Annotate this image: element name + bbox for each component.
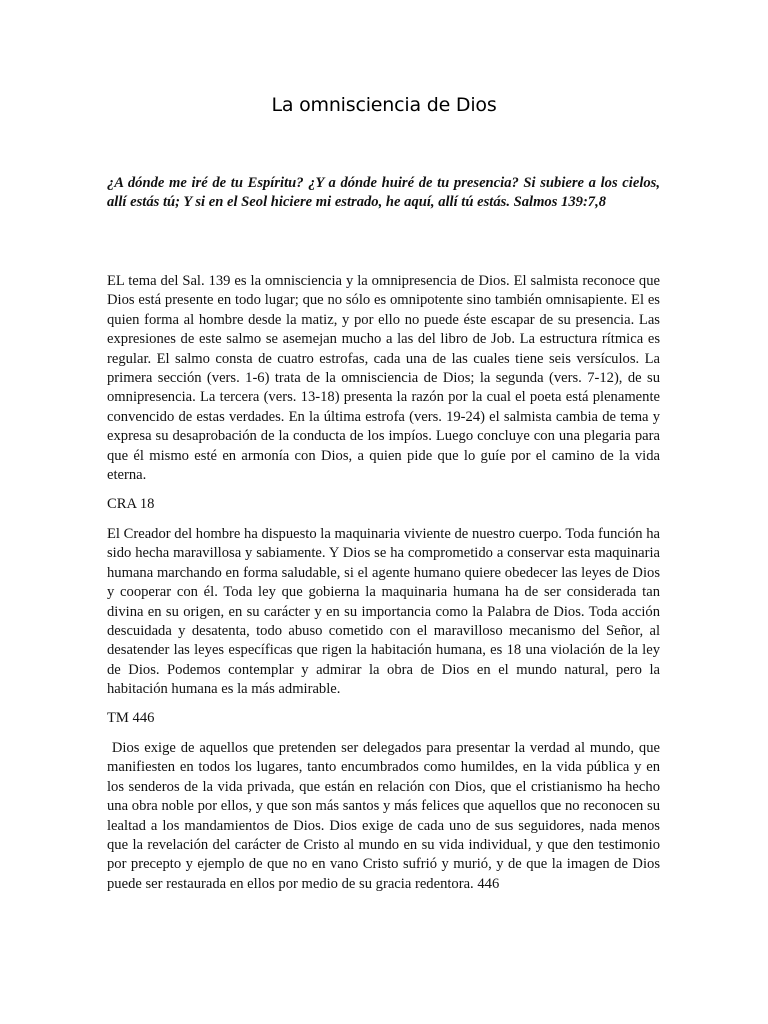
- epigraph-quote: ¿A dónde me iré de tu Espíritu? ¿Y a dónde huiré de tu presencia? Si subiere a los cielos, allí estás tú; Y si en el Seol hiciere mi estrado, he aquí, allí tú estás. Salmos 139:7,8: [107, 175, 660, 211]
- reference-tm: TM 446: [107, 710, 155, 726]
- paragraph-creator: El Creador del hombre ha dispuesto la maquinaria viviente de nuestro cuerpo. Toda función ha sido hecha maravillosa y sabiamente. Y Dios se ha comprometido a conservar esta maquinaria humana marchando en forma saludable, si el agente humano quiere obedecer las leyes de Dios y cooperar con él. Toda ley que gobierna la maquinaria humana ha de ser considerada tan divina en su origen, en su carácter y en su importancia como la Palabra de Dios. Toda acción descuidada y desatenta, todo abuso cometido con el maravilloso mecanismo del Señor, al desatender las leyes específicas que rigen la habitación humana, es 18 una violación de la ley de Dios. Podemos contemplar y admirar la obra de Dios en el mundo natural, pero la habitación humana es la más admirable.: [107, 526, 660, 698]
- paragraph-psalm-139: EL tema del Sal. 139 es la omnisciencia y la omnipresencia de Dios. El salmista reconoce que Dios está presente en todo lugar; que no sólo es omnipotente sino también omnisapiente. El es quien forma al hombre desde la matiz, y por ello no puede éste escapar de su presencia. Las expresiones de este salmo se asemejan mucho a las del libro de Job. La estructura rítmica es regular. El salmo consta de cuatro estrofas, cada una de las cuales tiene seis versículos. La primera sección (vers. 1-6) trata de la omnisciencia de Dios; la segunda (vers. 7-12), de su omnipresencia. La tercera (vers. 13-18) presenta la razón por la cual el poeta está plenamente convencido de estas verdades. En la última estrofa (vers. 19-24) el salmista cambia de tema y expresa su desaprobación de la conducta de los impíos. Luego concluye con una plegaria para que él mismo esté en armonía con Dios, a quien pide que lo guíe por el camino de la vida eterna.: [107, 273, 660, 484]
- reference-cra: CRA 18: [107, 496, 155, 512]
- document-title: La omnisciencia de Dios: [271, 94, 497, 116]
- paragraph-god-requires: Dios exige de aquellos que pretenden ser delegados para presentar la verdad al mundo, que manifiesten en todos los lugares, tanto encumbrados como humildes, en la vida pública y en los senderos de la vida privada, que están en relación con Dios, que el cristianismo ha hecho una obra noble por ellos, y que son más santos y más felices que aquellos que no reconocen su lealtad a los mandamientos de Dios. Dios exige de cada uno de sus seguidores, nada menos que la revelación del carácter de Cristo al mundo en su vida individual, y que den testimonio por precepto y ejemplo de que no en vano Cristo sufrió y murió, y de que la imagen de Dios puede ser restaurada en ellos por medio de su gracia redentora. 446: [107, 740, 664, 892]
